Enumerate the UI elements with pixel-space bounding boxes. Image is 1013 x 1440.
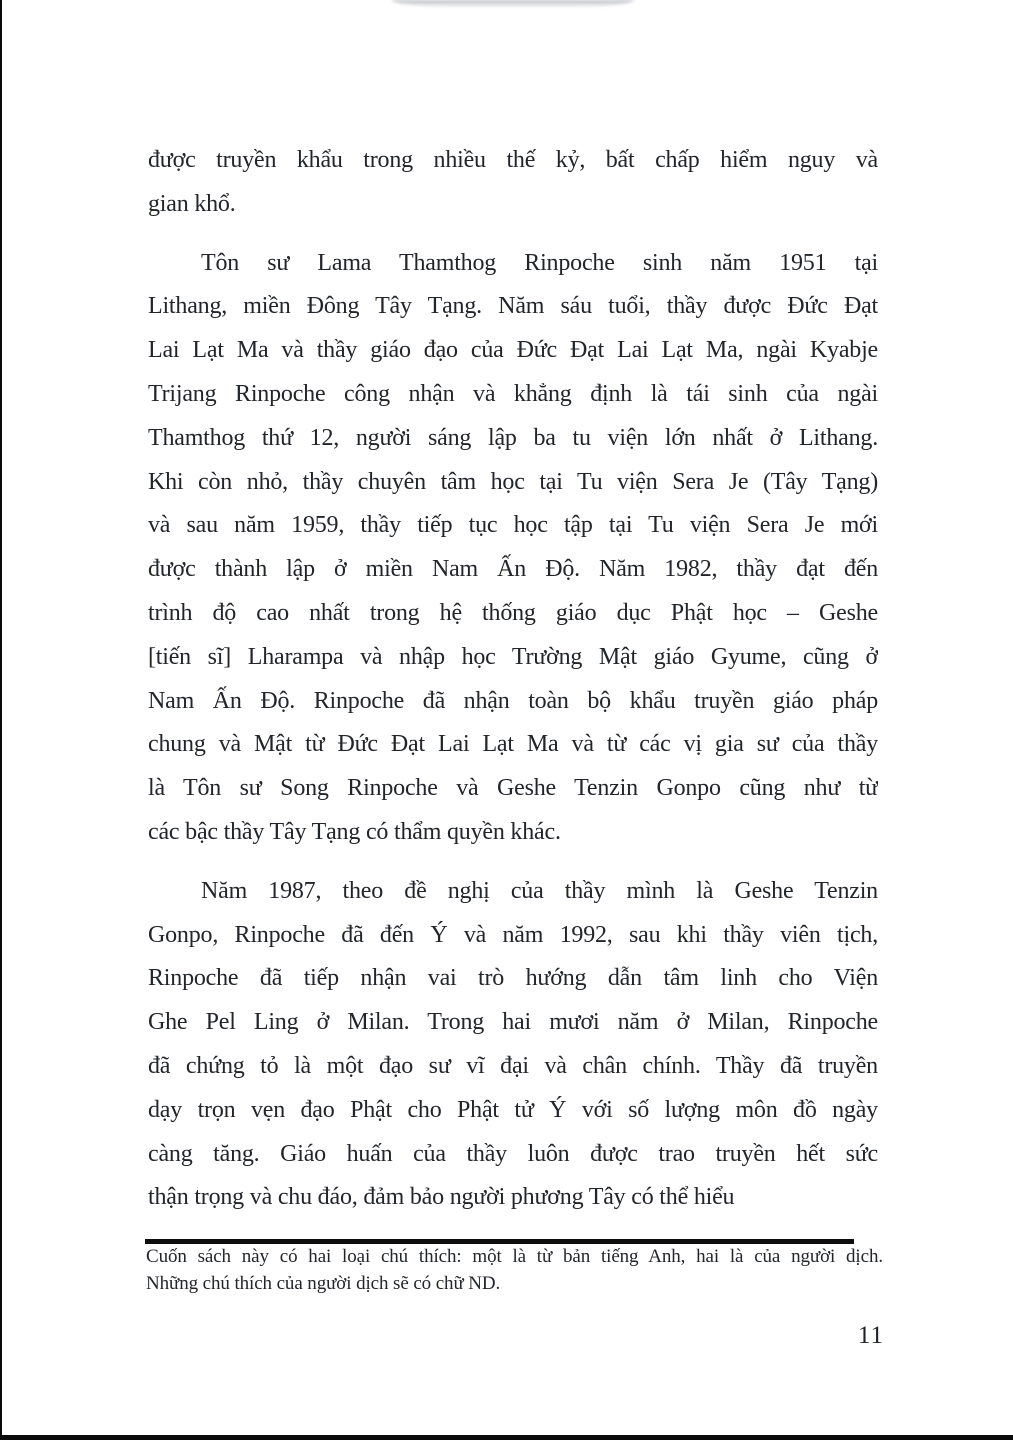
text-line: thận trọng và chu đáo, đảm bảo người phương Tây có thể hiểu [148, 1184, 735, 1211]
text-line: [tiến sĩ] Lharampa và nhập học Trường Mật giáo Gyume, cũng ở [148, 643, 878, 670]
text-line: Tôn sư Lama Thamthog Rinpoche sinh năm 1951 tại [201, 249, 878, 276]
page-left-edge-line [0, 0, 2, 1440]
footnote [146, 1243, 883, 1297]
text-line: là Tôn sư Song Rinpoche và Geshe Tenzin Gonpo cũng như từ [148, 775, 878, 802]
text-line: được thành lập ở miền Nam Ấn Độ. Năm 1982, thầy đạt đến [148, 556, 878, 583]
text-line: đã chứng tỏ là một đạo sư vĩ đại và chân chính. Thầy đã truyền [148, 1052, 878, 1079]
text-line: Thamthog thứ 12, người sáng lập ba tu viện lớn nhất ở Lithang. [148, 424, 878, 451]
text-line: Khi còn nhỏ, thầy chuyên tâm học tại Tu viện Sera Je (Tây Tạng) [148, 468, 878, 495]
text-line: trình độ cao nhất trong hệ thống giáo dục Phật học – Geshe [148, 599, 878, 626]
top-edge-shadow [392, 0, 634, 9]
text-line: càng tăng. Giáo huấn của thầy luôn được trao truyền hết sức [148, 1140, 878, 1167]
text-line: được truyền khẩu trong nhiều thế kỷ, bất chấp hiểm nguy và [148, 147, 878, 173]
text-line: Trijang Rinpoche công nhận và khẳng định là tái sinh của ngài [148, 380, 878, 407]
text-line: Nam Ấn Độ. Rinpoche đã nhận toàn bộ khẩu truyền giáo pháp [148, 687, 878, 714]
text-line: và sau năm 1959, thầy tiếp tục học tập tại Tu viện Sera Je mới [148, 512, 878, 539]
text-line: Gonpo, Rinpoche đã đến Ý và năm 1992, sau khi thầy viên tịch, [148, 921, 878, 948]
page-number: 11 [857, 1322, 884, 1349]
page-bottom-edge-bar [0, 1435, 1013, 1440]
text-line: Năm 1987, theo đề nghị của thầy mình là Geshe Tenzin [201, 877, 878, 904]
text-line: Ghe Pel Ling ở Milan. Trong hai mươi năm ở Milan, Rinpoche [148, 1009, 878, 1036]
footnote-line: Cuốn sách này có hai loại chú thích: một là từ bản tiếng Anh, hai là của người dịch. [146, 1246, 883, 1267]
paragraph [148, 870, 878, 1220]
text-line: gian khổ. [148, 190, 236, 217]
text-line: chung và Mật từ Đức Đạt Lai Lạt Ma và từ các vị gia sư của thầy [148, 731, 878, 758]
page-text-block [148, 139, 878, 1220]
paragraph [148, 139, 878, 227]
paragraph [148, 242, 878, 855]
text-line: dạy trọn vẹn đạo Phật cho Phật tử Ý với số lượng môn đồ ngày [148, 1096, 878, 1123]
text-line: Lithang, miền Đông Tây Tạng. Năm sáu tuổi, thầy được Đức Đạt [148, 293, 878, 320]
text-line: Rinpoche đã tiếp nhận vai trò hướng dẫn tâm linh cho Viện [148, 965, 878, 992]
text-line: Lai Lạt Ma và thầy giáo đạo của Đức Đạt Lai Lạt Ma, ngài Kyabje [148, 337, 878, 364]
footnote-line: Những chú thích của người dịch sẽ có chữ ND. [146, 1273, 501, 1294]
text-line: các bậc thầy Tây Tạng có thẩm quyền khác. [148, 818, 561, 845]
